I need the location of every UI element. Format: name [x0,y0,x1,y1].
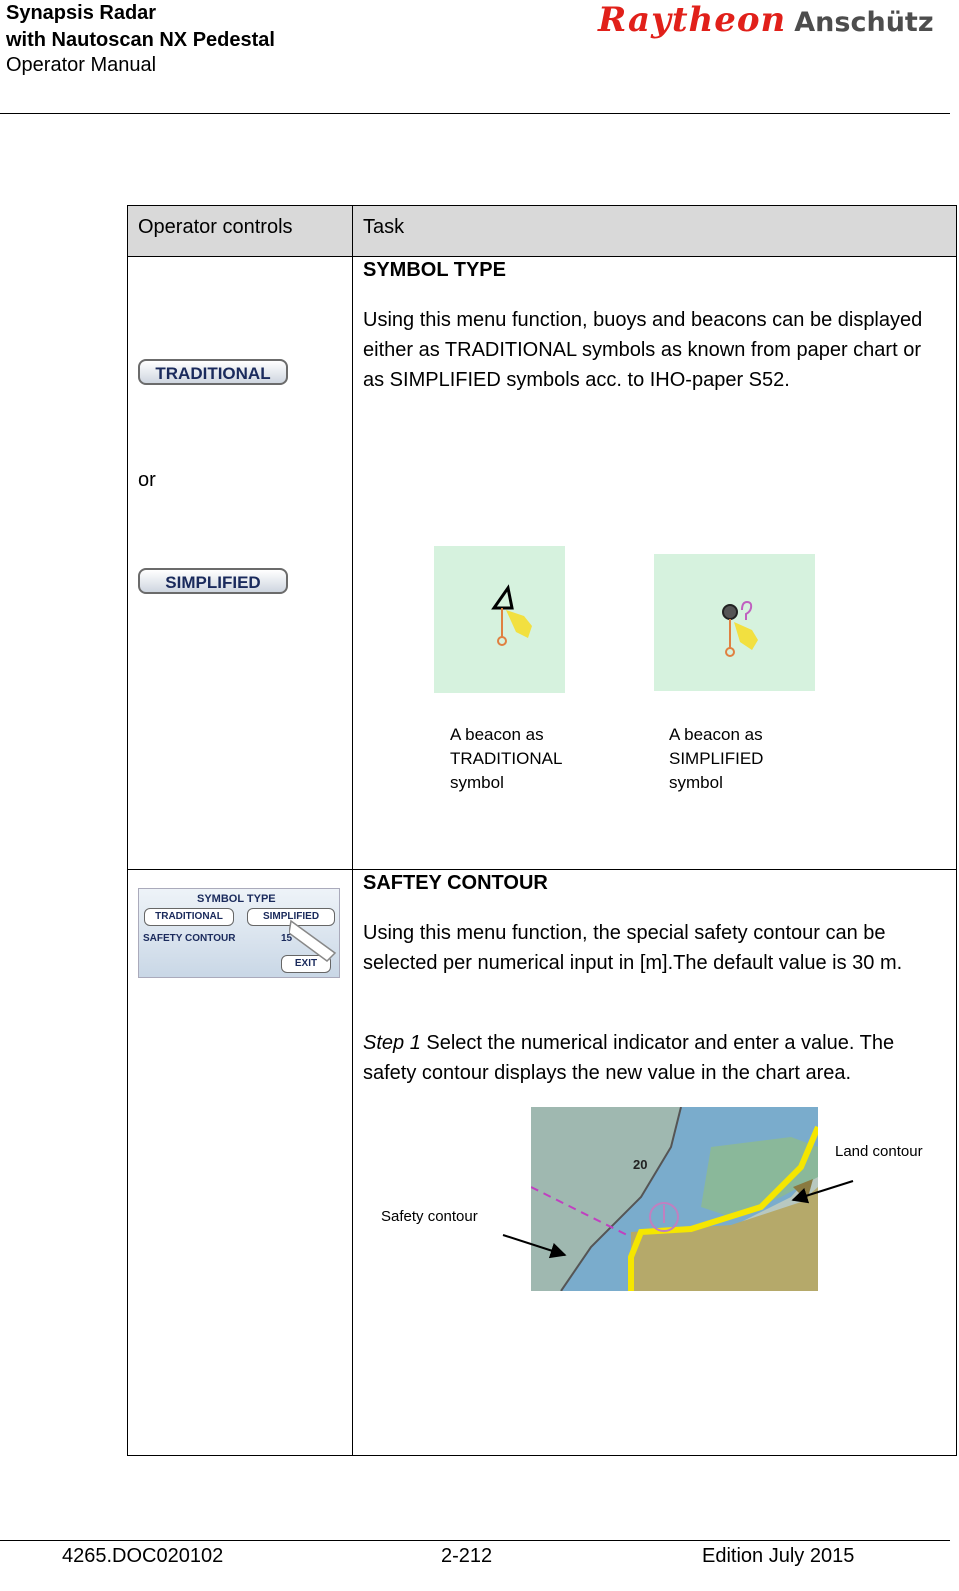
manual-title: Synapsis Radar [6,2,157,24]
simplified-button[interactable]: SIMPLIFIED [138,568,288,594]
row2-task [353,870,957,1456]
col-header-controls: Operator controls [128,206,353,257]
menu-title: SYMBOL TYPE [197,893,276,905]
menu-safety-contour-label: SAFETY CONTOUR [143,933,236,944]
symbol-type-text: Using this menu function, buoys and beacons can be displayed either as TRADITIONAL symbols as known from paper chart or as SIMPLIFIED symbols acc. to IHO-paper S52. [363,309,923,391]
manual-type: Operator Manual [6,54,157,76]
land-contour-label: Land contour [835,1143,923,1160]
row1-task [353,257,957,870]
operator-controls-table [127,205,957,1456]
menu-safety-value[interactable]: 15 [281,933,293,944]
header-rule [0,113,950,114]
pointer-cursor-icon [289,919,339,963]
safety-contour-chart-image [531,1107,818,1291]
safety-contour-title: SAFTEY CONTOUR [363,872,548,894]
or-label: or [138,469,156,491]
logo-sub: Anschütz [794,7,934,38]
step-1-text: Step 1 Select the numerical indicator and enter a value. The safety contour displays the new value in the chart area. [363,1032,895,1084]
raytheon-anschuetz-logo [598,0,934,42]
edition: Edition July 2015 [702,1545,855,1567]
menu-simplified-button[interactable]: SIMPLIFIED [247,908,335,926]
logo-brand: Raytheon [598,0,787,40]
traditional-beacon-image [434,546,565,693]
footer-rule [0,1540,950,1541]
depth-label: 20 [633,1157,648,1172]
symbol-type-menu [138,888,340,978]
safety-contour-label: Safety contour [381,1208,478,1225]
col-header-task: Task [353,206,957,257]
safety-contour-text: Using this menu function, the special safety contour can be selected per numerical input in [m].The default value is 30 m. [363,922,903,974]
caption-simplified: A beacon as SIMPLIFIED symbol [669,725,764,792]
manual-subtitle: with Nautoscan NX Pedestal [6,29,275,51]
doc-number: 4265.DOC020102 [62,1545,224,1567]
caption-traditional: A beacon as TRADITIONAL symbol [450,725,563,792]
row1-controls [128,257,353,870]
traditional-button[interactable]: TRADITIONAL [138,359,288,385]
symbol-type-title: SYMBOL TYPE [363,259,506,281]
menu-exit-button[interactable]: EXIT [281,955,331,973]
menu-traditional-button[interactable]: TRADITIONAL [144,908,234,926]
page-number: 2-212 [441,1545,493,1567]
row2-controls [128,870,353,1456]
simplified-beacon-image [654,554,815,691]
